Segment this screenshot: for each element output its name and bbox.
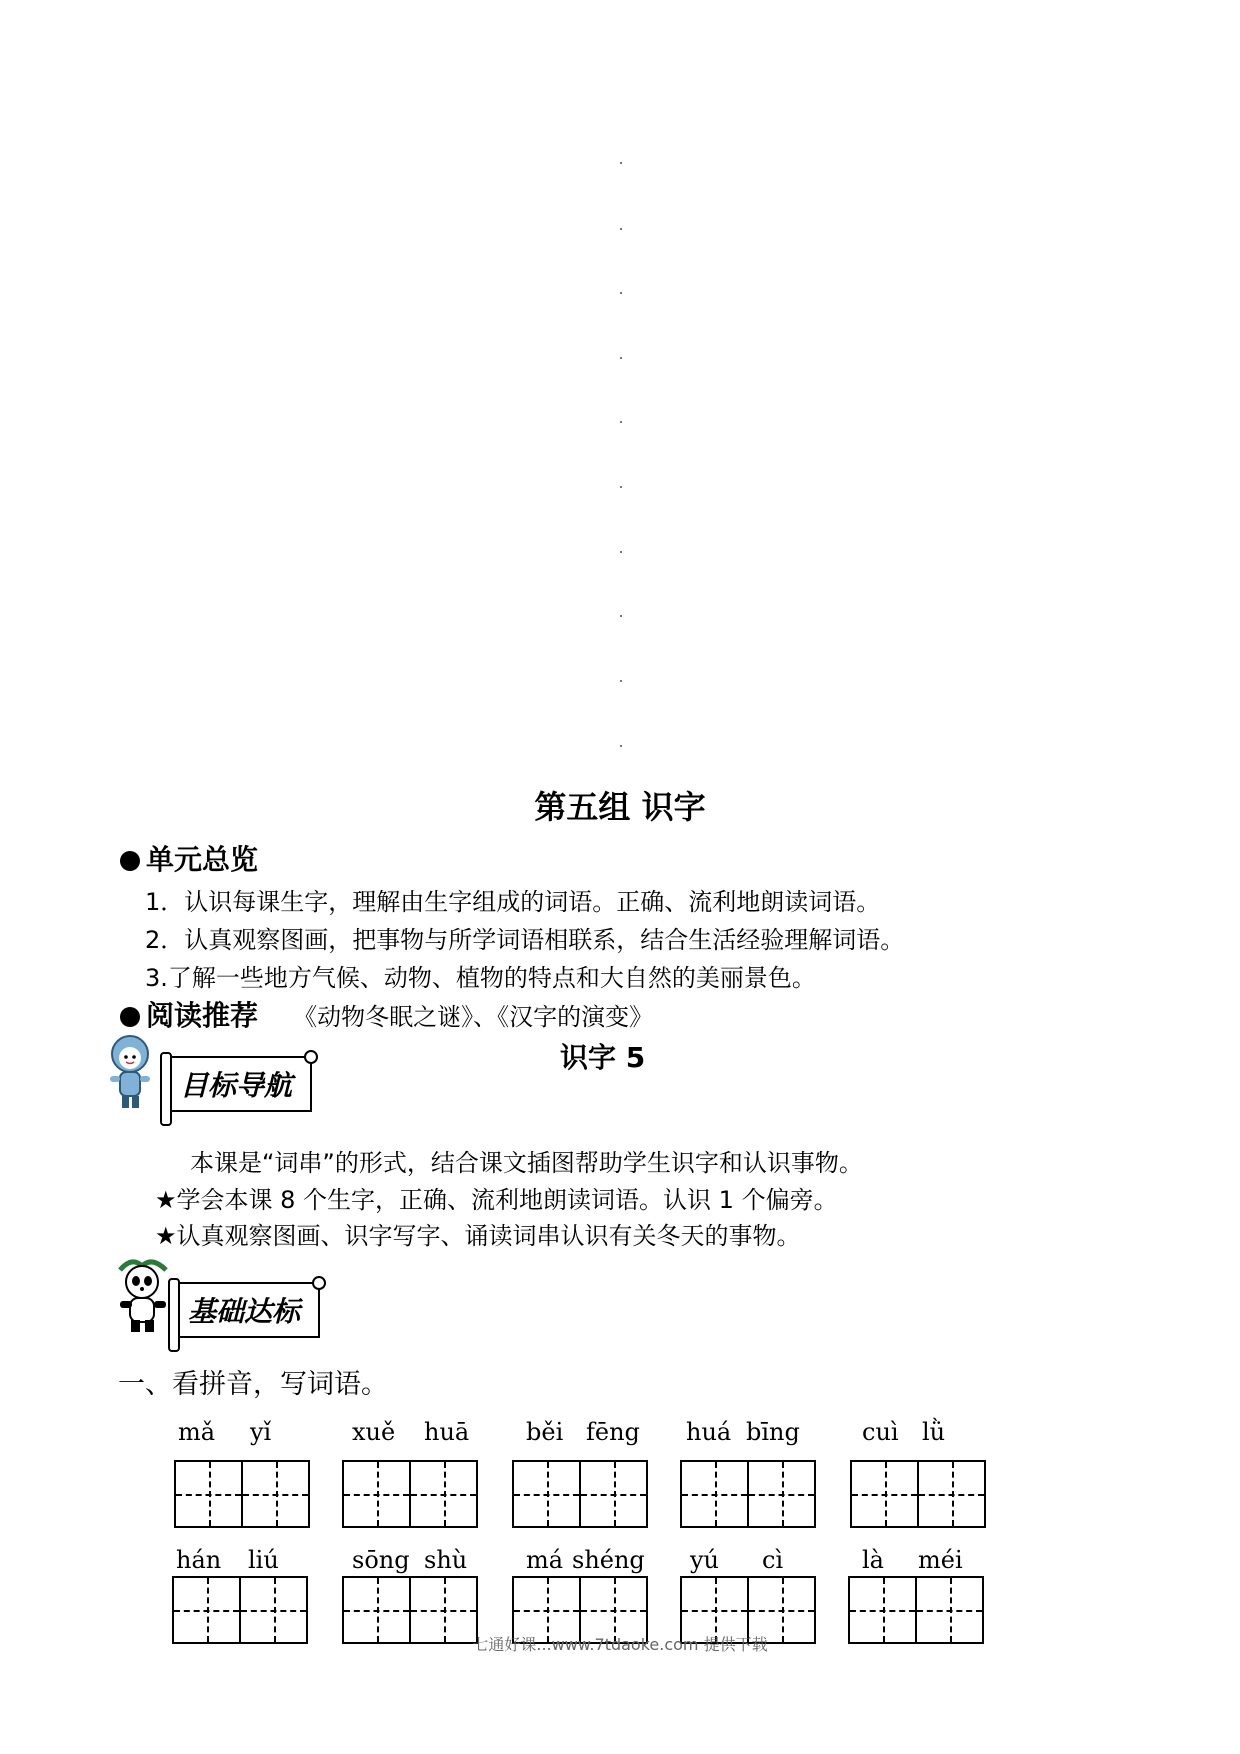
question-1: 一、看拼音，写词语。 xyxy=(118,1369,388,1400)
writing-grid[interactable] xyxy=(850,1460,986,1528)
goal-item: 3.了解一些地方气候、动物、植物的特点和大自然的美丽景色。 xyxy=(145,964,816,992)
lesson-title: 识字 5 xyxy=(560,1041,646,1074)
watermark-footer: 七通好课...www.7tdaoke.com 提供下载 xyxy=(472,1635,768,1654)
pinyin: xuě xyxy=(352,1418,396,1446)
reading-heading: 阅读推荐 xyxy=(146,999,259,1032)
pinyin: sōng xyxy=(352,1546,410,1574)
pinyin: huā xyxy=(424,1418,470,1446)
bullet-icon xyxy=(120,1007,140,1027)
basic-practice-banner xyxy=(176,1282,320,1338)
reading-recommendation xyxy=(120,994,653,1034)
goal-item: 1．认识每课生字，理解由生字组成的词语。正确、流利地朗读词语。 xyxy=(145,888,881,916)
pinyin: lǜ xyxy=(922,1418,946,1446)
pinyin: má xyxy=(526,1546,564,1574)
goal-navigation-banner xyxy=(168,1056,312,1112)
writing-grid[interactable] xyxy=(342,1460,478,1528)
pinyin: běi xyxy=(526,1418,564,1446)
overview-heading xyxy=(120,838,258,878)
goal-item: 2．认真观察图画，把事物与所学词语相联系，结合生活经验理解词语。 xyxy=(145,926,905,954)
writing-grid[interactable] xyxy=(680,1460,816,1528)
lesson-intro: 本课是“词串”的形式，结合课文插图帮助学生识字和认识事物。 xyxy=(190,1149,863,1177)
goal-navigation-label: 目标导航 xyxy=(180,1069,293,1102)
pinyin: liú xyxy=(248,1546,279,1574)
panda-mascot-icon xyxy=(112,1256,174,1338)
unit-title: 第五组 识字 xyxy=(534,788,706,826)
basic-practice-label: 基础达标 xyxy=(188,1295,301,1328)
reading-books: 《动物冬眠之谜》、《汉字的演变》 xyxy=(293,1003,654,1031)
pinyin: huá xyxy=(686,1418,732,1446)
writing-grid[interactable] xyxy=(174,1460,310,1528)
pinyin: shéng xyxy=(572,1546,645,1574)
lesson-target: ★学会本课 8 个生字，正确、流利地朗读词语。认识 1 个偏旁。 xyxy=(155,1186,838,1214)
bullet-icon xyxy=(120,851,140,871)
overview-heading-text: 单元总览 xyxy=(146,843,259,876)
pinyin: mǎ xyxy=(178,1418,216,1446)
pinyin: méi xyxy=(918,1546,963,1574)
pinyin: cì xyxy=(762,1546,784,1574)
pinyin: là xyxy=(862,1546,884,1574)
pinyin: shù xyxy=(424,1546,468,1574)
mascot-icon xyxy=(100,1032,160,1112)
pinyin: yú xyxy=(690,1546,720,1574)
pinyin: hán xyxy=(176,1546,222,1574)
pinyin: bīng xyxy=(746,1418,800,1446)
lesson-target: ★认真观察图画、识字写字、诵读词串认识有关冬天的事物。 xyxy=(155,1222,801,1250)
pinyin: cuì xyxy=(862,1418,899,1446)
pinyin: yǐ xyxy=(250,1418,272,1446)
writing-grid[interactable] xyxy=(512,1460,648,1528)
pinyin: fēng xyxy=(586,1418,640,1446)
